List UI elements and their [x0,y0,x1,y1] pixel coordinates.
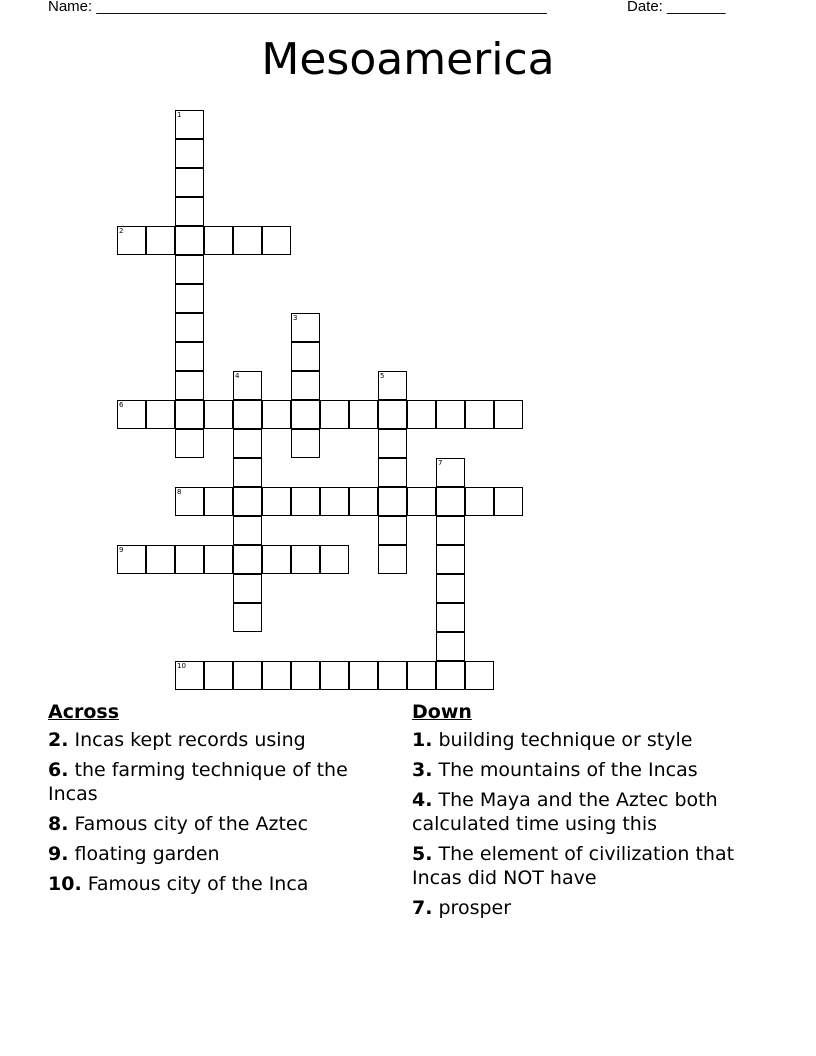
down-clues [412,700,772,926]
clue-number: 7. [412,897,433,919]
clue-number: 6. [48,759,69,781]
crossword-cell[interactable] [233,574,262,603]
crossword-cell[interactable] [436,458,465,487]
name-field-label: Name: ______________________________________________________ [48,0,547,15]
crossword-cell[interactable] [233,516,262,545]
across-clue [48,758,388,806]
crossword-cell[interactable] [233,429,262,458]
crossword-cell[interactable] [175,545,204,574]
down-clue [412,896,772,920]
crossword-cell[interactable] [117,545,146,574]
clue-number: 3. [412,759,433,781]
clue-text: The Maya and the Aztec both calculated time using this [412,789,718,835]
clue-number: 5. [412,843,433,865]
crossword-cell[interactable] [175,400,204,429]
crossword-cell[interactable] [436,632,465,661]
crossword-cell[interactable] [378,661,407,690]
crossword-cell[interactable] [436,516,465,545]
crossword-cell[interactable] [291,400,320,429]
crossword-cell[interactable] [465,400,494,429]
crossword-cell[interactable] [233,400,262,429]
crossword-cell[interactable] [233,603,262,632]
clue-number: 10. [48,873,82,895]
clue-text: floating garden [74,843,220,865]
clue-text: The element of civilization that Incas did NOT have [412,843,735,889]
clue-text: Incas kept records using [74,729,306,751]
across-heading: Across [48,701,120,723]
clue-text: prosper [438,897,512,919]
crossword-cell[interactable] [320,487,349,516]
cell-number: 1 [177,111,182,119]
crossword-cell[interactable] [320,661,349,690]
down-heading: Down [412,701,472,723]
crossword-cell[interactable] [349,487,378,516]
crossword-cell[interactable] [233,226,262,255]
crossword-cell[interactable] [378,458,407,487]
crossword-cell[interactable] [175,661,204,690]
clue-text: the farming technique of the Incas [48,759,348,805]
crossword-cell[interactable] [175,168,204,197]
crossword-cell[interactable] [407,487,436,516]
across-clues [48,700,388,902]
crossword-cell[interactable] [233,487,262,516]
crossword-cell[interactable] [291,545,320,574]
clue-number: 9. [48,843,69,865]
crossword-cell[interactable] [233,371,262,400]
date-field-label: Date: _______ [627,0,726,15]
crossword-cell[interactable] [146,226,175,255]
crossword-cell[interactable] [262,661,291,690]
crossword-cell[interactable] [436,487,465,516]
crossword-cell[interactable] [146,545,175,574]
crossword-cell[interactable] [175,226,204,255]
cell-number: 9 [119,546,124,554]
crossword-cell[interactable] [262,487,291,516]
crossword-cell[interactable] [117,226,146,255]
crossword-cell[interactable] [291,487,320,516]
clue-text: The mountains of the Incas [438,759,698,781]
crossword-cell[interactable] [436,400,465,429]
cell-number: 7 [438,459,443,467]
crossword-cell[interactable] [436,545,465,574]
page-title: Mesoamerica [261,34,555,85]
clue-text: building technique or style [438,729,693,751]
cell-number: 6 [119,401,124,409]
crossword-cell[interactable] [378,516,407,545]
crossword-cell[interactable] [175,197,204,226]
crossword-cell[interactable] [320,545,349,574]
cell-number: 8 [177,488,182,496]
clue-number: 2. [48,729,69,751]
crossword-cell[interactable] [204,487,233,516]
crossword-cell[interactable] [291,313,320,342]
crossword-cell[interactable] [320,400,349,429]
crossword-cell[interactable] [465,661,494,690]
across-clue [48,728,388,752]
crossword-cell[interactable] [204,661,233,690]
clue-text: Famous city of the Aztec [74,813,309,835]
crossword-cell[interactable] [436,574,465,603]
clue-number: 4. [412,789,433,811]
crossword-cell[interactable] [436,603,465,632]
clue-number: 8. [48,813,69,835]
crossword-cell[interactable] [291,661,320,690]
cell-number: 10 [177,662,186,670]
crossword-cell[interactable] [378,429,407,458]
crossword-cell[interactable] [175,313,204,342]
down-clue [412,842,772,890]
crossword-cell[interactable] [494,487,523,516]
crossword-cell[interactable] [494,400,523,429]
crossword-cell[interactable] [146,400,175,429]
crossword-cell[interactable] [175,487,204,516]
crossword-cell[interactable] [378,545,407,574]
crossword-cell[interactable] [233,545,262,574]
down-clue [412,788,772,836]
crossword-cell[interactable] [204,226,233,255]
crossword-cell[interactable] [349,400,378,429]
crossword-cell[interactable] [378,487,407,516]
cell-number: 4 [235,372,240,380]
crossword-cell[interactable] [175,110,204,139]
cell-number: 3 [293,314,298,322]
crossword-cell[interactable] [349,661,378,690]
crossword-cell[interactable] [175,371,204,400]
crossword-cell[interactable] [407,400,436,429]
crossword-cell[interactable] [175,429,204,458]
crossword-cell[interactable] [175,284,204,313]
cell-number: 2 [119,227,124,235]
crossword-cell[interactable] [262,400,291,429]
across-clue [48,872,388,896]
crossword-cell[interactable] [175,139,204,168]
across-clue [48,812,388,836]
crossword-cell[interactable] [204,400,233,429]
crossword-cell[interactable] [233,661,262,690]
crossword-cell[interactable] [175,342,204,371]
crossword-cell[interactable] [291,371,320,400]
crossword-cell[interactable] [204,545,233,574]
clue-number: 1. [412,729,433,751]
crossword-cell[interactable] [407,661,436,690]
crossword-cell[interactable] [291,342,320,371]
cell-number: 5 [380,372,385,380]
crossword-cell[interactable] [233,458,262,487]
crossword-cell[interactable] [117,400,146,429]
down-clue [412,758,772,782]
crossword-cell[interactable] [291,429,320,458]
down-clue [412,728,772,752]
crossword-cell[interactable] [262,226,291,255]
crossword-cell[interactable] [378,371,407,400]
crossword-cell[interactable] [175,255,204,284]
clue-text: Famous city of the Inca [87,873,309,895]
crossword-cell[interactable] [262,545,291,574]
crossword-cell[interactable] [378,400,407,429]
across-clue [48,842,388,866]
crossword-cell[interactable] [436,661,465,690]
crossword-cell[interactable] [465,487,494,516]
